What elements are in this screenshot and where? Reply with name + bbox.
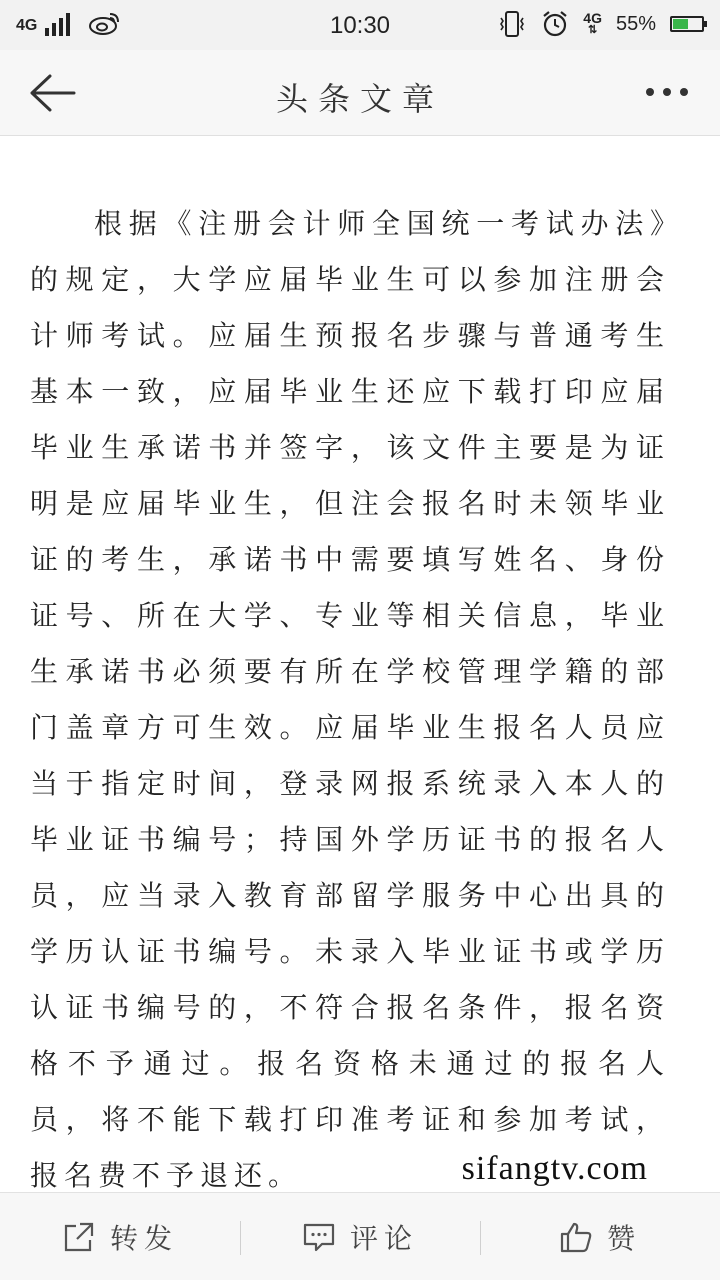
bottom-action-bar	[0, 1192, 720, 1280]
more-dots-icon[interactable]	[644, 84, 690, 100]
battery-icon	[670, 16, 704, 32]
comment-button[interactable]	[240, 1193, 480, 1280]
network-type: 4G	[16, 17, 38, 34]
like-button[interactable]	[480, 1193, 720, 1280]
comment-icon	[302, 1220, 336, 1254]
share-label: 转发	[109, 1221, 178, 1255]
page-title: 头条文章	[275, 80, 444, 118]
network-type-secondary	[583, 12, 602, 36]
battery-fill	[673, 19, 688, 29]
share-button[interactable]	[0, 1193, 240, 1280]
status-time: 10:30	[329, 12, 391, 39]
navigation-bar	[0, 50, 720, 136]
battery-percent: 55%	[615, 12, 656, 35]
network-type-secondary-label: 4G	[583, 10, 602, 26]
like-label: 赞	[606, 1221, 641, 1255]
comment-label: 评论	[349, 1221, 418, 1255]
thumbs-up-icon	[559, 1220, 593, 1254]
watermark: sifangtv.com	[458, 1150, 652, 1188]
vibrate-icon	[497, 10, 527, 38]
alarm-icon	[541, 10, 569, 38]
status-right	[497, 10, 704, 38]
article-body: 根据《注册会计师全国统一考试办法》的规定，大学应届毕业生可以参加注册会计师考试。应届生预报名步骤与普通考生基本一致，应届毕业生还应下载打印应届毕业生承诺书并签字，该文件主要是为证明是应届毕业生，但注会报名时未领毕业证的考生，承诺书中需要填写姓名、身份证号、所在大学、专业等相关信息，毕业生承诺书必须要有所在学校管理学籍的部门盖章方可生效。应届毕业生报名人员应当于指定时间，登录网报系统录入本人的毕业证书编号；持国外学历证书的报名人员，应当录入教育部留学服务中心出具的学历认证书编号。未录入毕业证书或学历认证书编号的，不符合报名条件，报名资格不予通过。报名资格未通过的报名人员，将不能下载打印准考证和参加考试，报名费不予退还。	[30, 207, 670, 1192]
share-icon	[62, 1220, 96, 1254]
status-bar	[0, 0, 720, 50]
data-arrows-icon: ⇅	[588, 24, 598, 36]
